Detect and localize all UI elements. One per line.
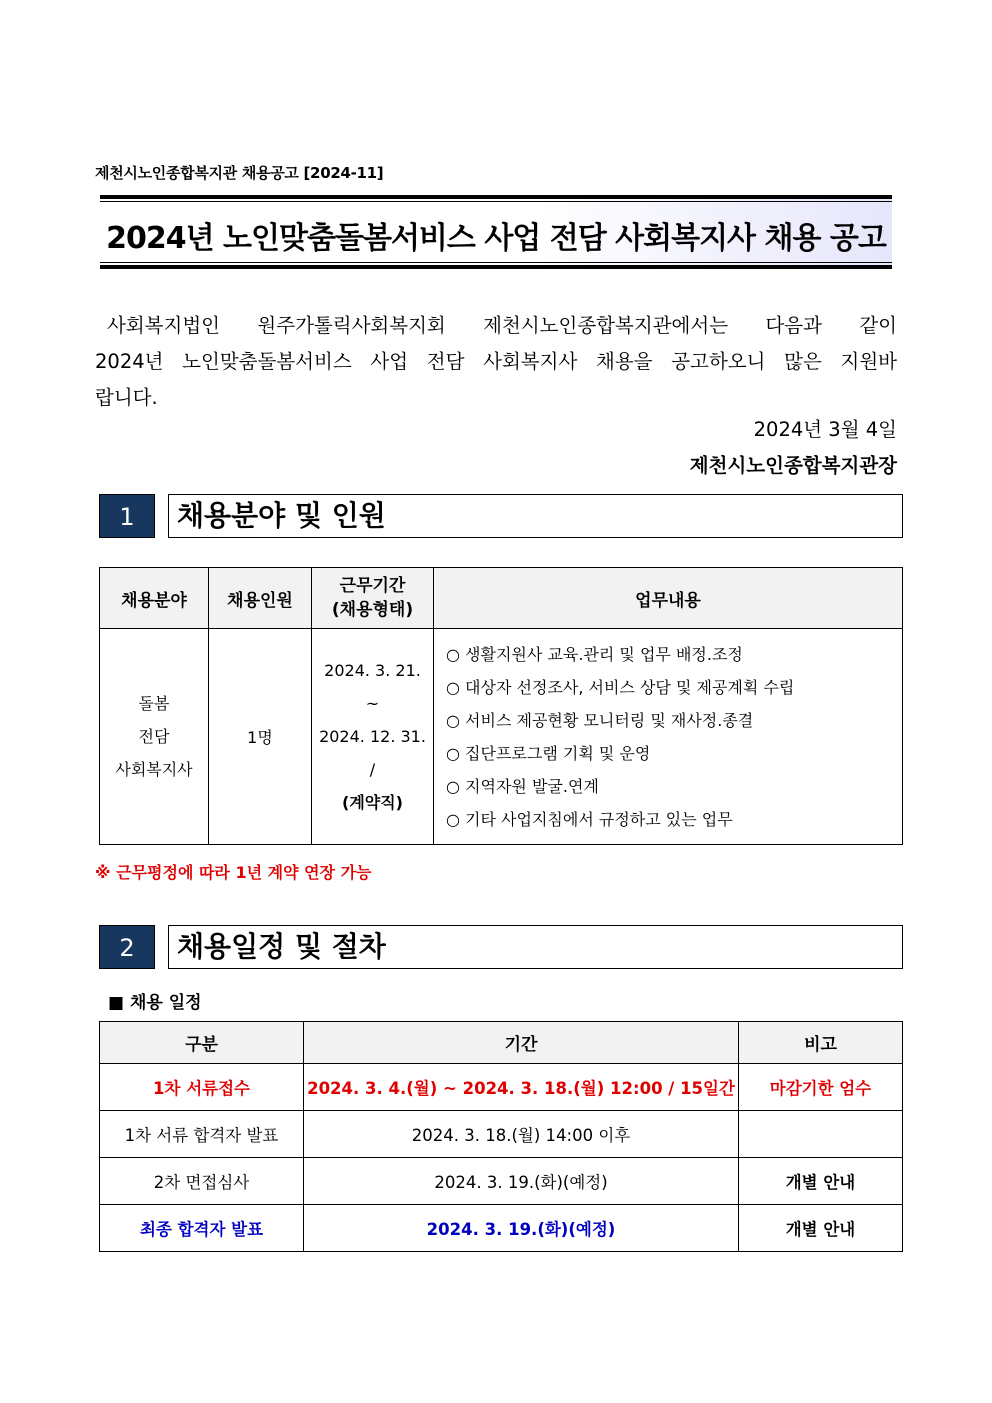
intro-paragraph — [95, 308, 897, 416]
header-period — [312, 568, 434, 629]
period-tilde: ~ — [365, 694, 380, 713]
field-line2: 전담 — [138, 727, 170, 746]
schedule-period: 2024. 3. 18.(월) 14:00 이후 — [304, 1111, 739, 1158]
header-category: 구분 — [100, 1022, 304, 1064]
field-line1: 돌봄 — [138, 694, 170, 713]
intro-line-2: 2024년 노인맞춤돌봄서비스 사업 전담 사회복지사 채용을 공고하오니 많은 지원바 — [95, 350, 897, 373]
field-cell — [100, 629, 209, 845]
duty-item: ○ 서비스 제공현황 모니터링 및 재사정.종결 — [446, 710, 754, 730]
schedule-remarks: 마감기한 엄수 — [739, 1064, 903, 1111]
schedule-subheading: ■ 채용 일정 — [108, 993, 202, 1013]
schedule-category: 1차 서류접수 — [100, 1064, 304, 1111]
intro-line-1: 사회복지법인 원주가톨릭사회복지회 제천시노인종합복지관에서는 다음과 같이 — [107, 314, 897, 337]
header-period-line2: (채용형태) — [331, 600, 414, 620]
announcement-date: 2024년 3월 4일 — [753, 418, 897, 441]
table-row — [100, 1064, 903, 1111]
duty-item: ○ 생활지원사 교육.관리 및 업무 배정.조정 — [446, 644, 743, 664]
schedule-remarks: 개별 안내 — [739, 1205, 903, 1252]
table-row — [100, 1205, 903, 1252]
field-line3: 사회복지사 — [115, 760, 193, 779]
schedule-category: 1차 서류 합격자 발표 — [100, 1111, 304, 1158]
header-period-line1: 근무기간 — [339, 576, 406, 596]
header-period: 기간 — [304, 1022, 739, 1064]
section-2-number: 2 — [99, 925, 155, 969]
contract-extension-note: ※ 근무평정에 따라 1년 계약 연장 가능 — [95, 863, 372, 882]
notice-number: 제천시노인종합복지관 채용공고 [2024-11] — [95, 164, 384, 182]
schedule-remarks — [739, 1111, 903, 1158]
intro-line-3: 랍니다. — [95, 386, 158, 409]
schedule-period: 2024. 3. 19.(화)(예정) — [304, 1205, 739, 1252]
schedule-category: 최종 합격자 발표 — [100, 1205, 304, 1252]
recruitment-field-table — [99, 567, 903, 845]
schedule-period: 2024. 3. 4.(월) ~ 2024. 3. 18.(월) 12:00 / 15일간 — [304, 1064, 739, 1111]
table-row — [100, 1158, 903, 1205]
schedule-remarks: 개별 안내 — [739, 1158, 903, 1205]
period-slash: / — [369, 760, 376, 779]
table-row — [100, 1111, 903, 1158]
header-field: 채용분야 — [100, 568, 209, 629]
duty-item: ○ 지역자원 발굴.연계 — [446, 776, 599, 796]
header-remarks: 비고 — [739, 1022, 903, 1064]
schedule-period: 2024. 3. 19.(화)(예정) — [304, 1158, 739, 1205]
duty-item: ○ 집단프로그램 기획 및 운영 — [446, 743, 651, 763]
period-type: (계약직) — [342, 793, 403, 812]
header-duties: 업무내용 — [434, 568, 903, 629]
section-1-number: 1 — [99, 494, 155, 538]
title-banner — [100, 195, 892, 269]
period-cell — [312, 629, 434, 845]
header-count: 채용인원 — [209, 568, 312, 629]
section-1-title: 채용분야 및 인원 — [168, 494, 903, 538]
period-start: 2024. 3. 21. — [324, 661, 421, 680]
schedule-category: 2차 면접심사 — [100, 1158, 304, 1205]
period-end: 2024. 12. 31. — [319, 727, 426, 746]
count-cell: 1명 — [209, 629, 312, 845]
duties-cell — [434, 629, 903, 845]
duty-item: ○ 기타 사업지침에서 규정하고 있는 업무 — [446, 809, 733, 829]
section-2-title: 채용일정 및 절차 — [168, 925, 903, 969]
duty-item: ○ 대상자 선정조사, 서비스 상담 및 제공계획 수립 — [446, 677, 795, 697]
table-row — [100, 629, 903, 845]
signer: 제천시노인종합복지관장 — [689, 454, 897, 477]
page-title: 2024년 노인맞춤돌봄서비스 사업 전담 사회복지사 채용 공고 — [106, 221, 886, 256]
schedule-table — [99, 1021, 903, 1252]
